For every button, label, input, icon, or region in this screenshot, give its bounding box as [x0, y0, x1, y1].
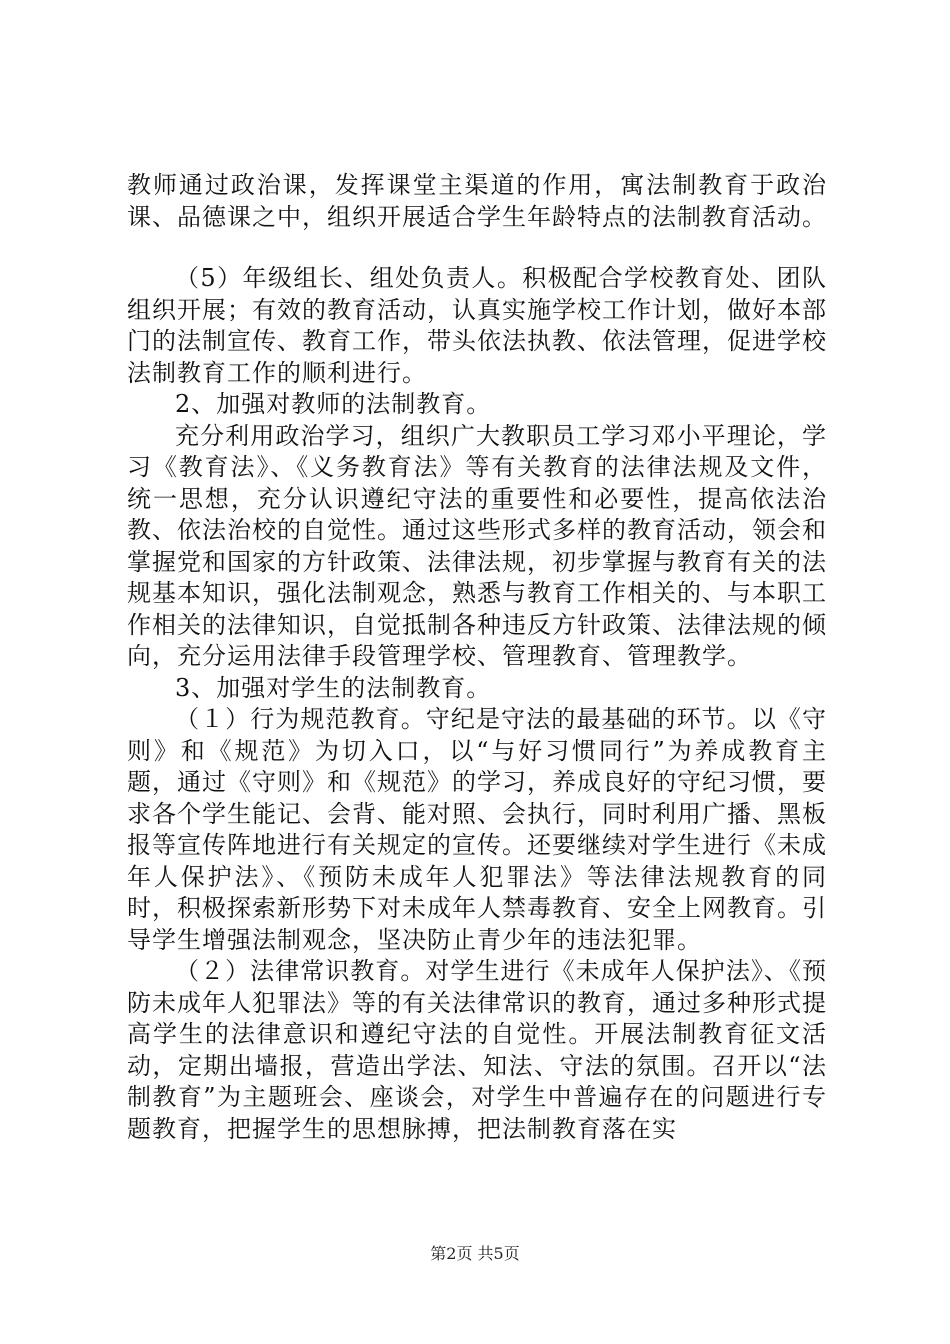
- paragraph-gap: [127, 233, 827, 263]
- paragraph-behavior-education: （１）行为规范教育。守纪是守法的最基础的环节。以《守则》和《规范》为切入口，以“与好习惯同行”为养成教育主题，通过《守则》和《规范》的学习，养成良好的守纪习惯，要求各个学生能记、会背、能对照、会执行，同时利用广播、黑板报等宣传阵地进行有关规定的宣传。还要继续对学生进行《未成年人保护法》、《预防未成年人犯罪法》等法律法规教育的同时，积极探索新形势下对未成年人禁毒教育、安全上网教育。引导学生增强法制观念，坚决防止青少年的违法犯罪。: [127, 705, 827, 954]
- page-number-footer: 第2页 共5页: [430, 1244, 520, 1263]
- paragraph-teacher-education: 充分利用政治学习，组织广大教职员工学习邓小平理论，学习《教育法》、《义务教育法》等有关教育的法律法规及文件，统一思想，充分认识遵纪守法的重要性和必要性，提高依法治教、依法治校的自觉性。通过这些形式多样的教育活动，领会和掌握党和国家的方针政策、法律法规，初步掌握与教育有关的法规基本知识，强化法制观念，熟悉与教育工作相关的、与本职工作相关的法律知识，自觉抵制各种违反方针政策、法律法规的倾向，充分运用法律手段管理学校、管理教育、管理教学。: [127, 421, 827, 670]
- paragraph-continuation: 教师通过政治课，发挥课堂主渠道的作用，寓法制教育于政治课、品德课之中，组织开展适合学生年龄特点的法制教育活动。: [127, 171, 827, 231]
- section-heading-teachers: 2、加强对教师的法制教育。: [175, 390, 492, 418]
- section-heading-students: 3、加强对学生的法制教育。: [175, 673, 492, 702]
- document-body: [127, 170, 827, 1145]
- paragraph-grade-leaders: （5）年级组长、组处负责人。积极配合学校教育处、团队组织开展；有效的教育活动，认真实施学校工作计划，做好本部门的法制宣传、教育工作，带头依法执教、依法管理，促进学校法制教育工作的顺利进行。: [127, 264, 827, 387]
- paragraph-legal-knowledge: （２）法律常识教育。对学生进行《未成年人保护法》、《预防未成年人犯罪法》等的有关法律常识的教育，通过多种形式提高学生的法律意识和遵纪守法的自觉性。开展法制教育征文活动，定期出墙报，营造出学法、知法、守法的氛围。召开以“法制教育”为主题班会、座谈会，对学生中普遍存在的问题进行专题教育，把握学生的思想脉搏，把法制教育落在实: [127, 957, 827, 1143]
